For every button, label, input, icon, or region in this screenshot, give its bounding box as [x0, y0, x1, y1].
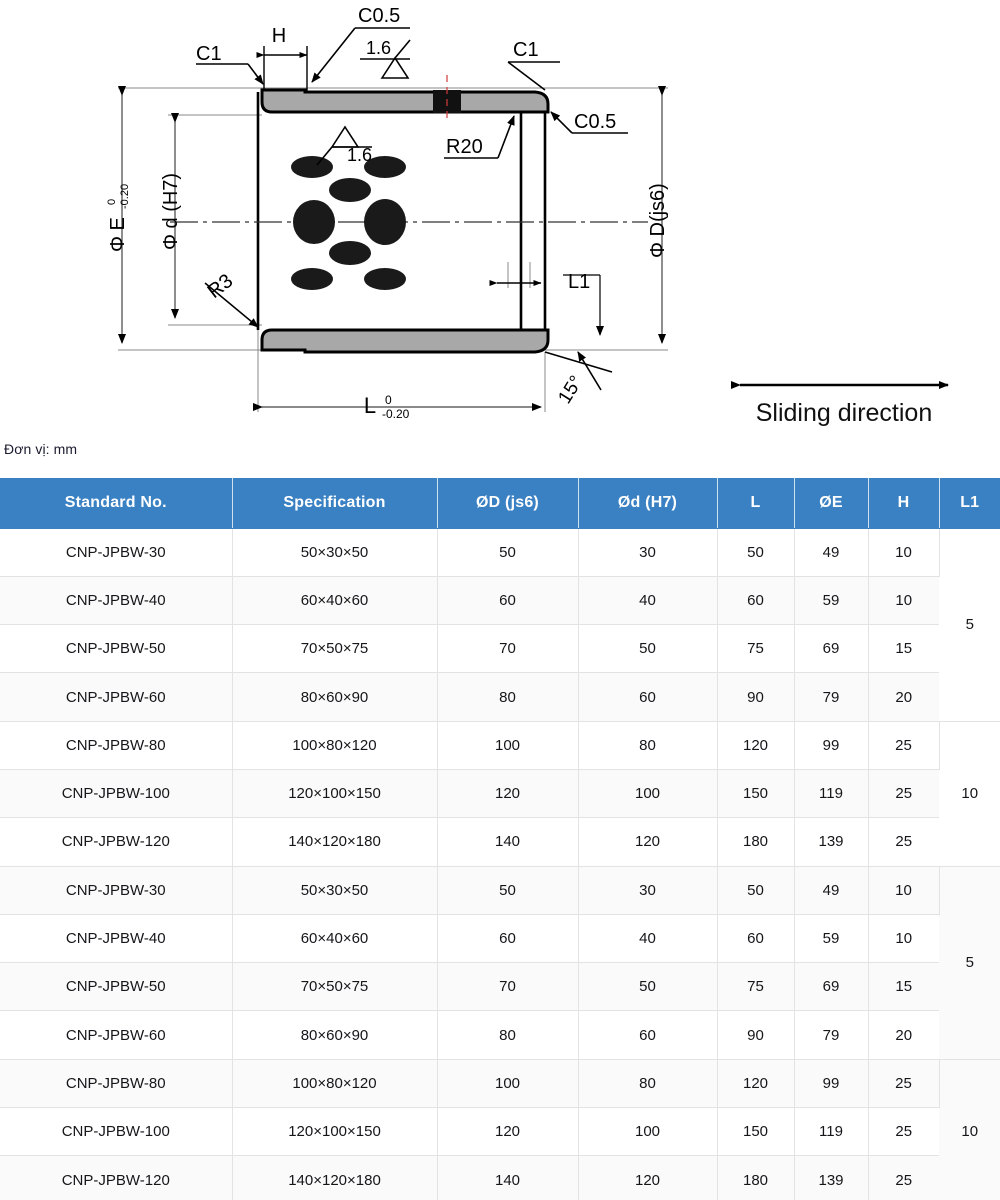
cell-oe: 119 — [794, 1108, 868, 1156]
table-row[interactable] — [0, 1059, 1000, 1107]
cell-d: 30 — [578, 866, 717, 914]
table-row[interactable] — [0, 818, 1000, 866]
cell-l1: 5 — [939, 866, 1000, 1059]
annotation-l-tol-upper: 0 — [385, 393, 392, 407]
cell-h: 25 — [868, 1108, 939, 1156]
cell-l: 75 — [717, 625, 794, 673]
cell-h: 10 — [868, 866, 939, 914]
table-row[interactable] — [0, 1108, 1000, 1156]
cell-h: 25 — [868, 769, 939, 817]
cell-oe: 139 — [794, 818, 868, 866]
annotation-l1: L1 — [568, 271, 591, 293]
col-header-oe[interactable]: ØE — [794, 478, 868, 528]
cell-specification: 80×60×90 — [232, 673, 437, 721]
cell-d: 60 — [578, 1011, 717, 1059]
cell-specification: 100×80×120 — [232, 1059, 437, 1107]
cell-od: 70 — [437, 625, 578, 673]
table-row[interactable] — [0, 528, 1000, 576]
col-header-h[interactable]: H — [868, 478, 939, 528]
cell-l1: 5 — [939, 528, 1000, 721]
annotation-c05-right: C0.5 — [574, 111, 617, 133]
cell-oe: 59 — [794, 914, 868, 962]
cell-d: 100 — [578, 1108, 717, 1156]
cell-d: 80 — [578, 721, 717, 769]
annotation-phi-e-tol-upper: 0 — [106, 198, 118, 205]
cell-standard-no: CNP-JPBW-80 — [0, 1059, 232, 1107]
cell-d: 100 — [578, 769, 717, 817]
cell-standard-no: CNP-JPBW-40 — [0, 576, 232, 624]
table-row[interactable] — [0, 866, 1000, 914]
cell-standard-no: CNP-JPBW-30 — [0, 528, 232, 576]
col-header-l1[interactable]: L1 — [939, 478, 1000, 528]
cell-oe: 99 — [794, 721, 868, 769]
cell-d: 40 — [578, 914, 717, 962]
cell-specification: 120×100×150 — [232, 1108, 437, 1156]
annotation-l-tol-lower: -0.20 — [382, 407, 410, 421]
col-header-od[interactable]: ØD (js6) — [437, 478, 578, 528]
cell-h: 10 — [868, 914, 939, 962]
annotation-phi-d-outer: Φ D(js6) — [647, 183, 669, 258]
sliding-direction-group — [740, 385, 948, 427]
table-row[interactable] — [0, 1156, 1000, 1200]
technical-drawing — [0, 0, 1000, 470]
annotation-c05-top: C0.5 — [358, 5, 401, 27]
cell-od: 100 — [437, 721, 578, 769]
cell-d: 50 — [578, 963, 717, 1011]
annotation-surface-inner: 1.6 — [347, 145, 373, 165]
col-header-specification[interactable]: Specification — [232, 478, 437, 528]
cell-specification: 50×30×50 — [232, 866, 437, 914]
cell-standard-no: CNP-JPBW-60 — [0, 1011, 232, 1059]
annotation-angle: 15° — [554, 372, 588, 408]
cell-l: 50 — [717, 866, 794, 914]
cell-specification: 140×120×180 — [232, 818, 437, 866]
table-row[interactable] — [0, 721, 1000, 769]
cell-standard-no: CNP-JPBW-120 — [0, 818, 232, 866]
specification-table — [0, 478, 1000, 1200]
annotation-phi-d: Φ d (H7) — [160, 172, 182, 250]
annotation-l: L — [363, 393, 377, 418]
cell-oe: 59 — [794, 576, 868, 624]
cell-od: 70 — [437, 963, 578, 1011]
cell-h: 25 — [868, 721, 939, 769]
cell-specification: 50×30×50 — [232, 528, 437, 576]
table-row[interactable] — [0, 673, 1000, 721]
cell-od: 50 — [437, 528, 578, 576]
cell-specification: 70×50×75 — [232, 963, 437, 1011]
annotation-c1-left: C1 — [196, 43, 222, 65]
col-header-l[interactable]: L — [717, 478, 794, 528]
cell-l: 60 — [717, 914, 794, 962]
col-header-standard-no[interactable]: Standard No. — [0, 478, 232, 528]
cell-d: 30 — [578, 528, 717, 576]
cell-specification: 60×40×60 — [232, 914, 437, 962]
table-row[interactable] — [0, 914, 1000, 962]
cell-l1: 10 — [939, 1059, 1000, 1200]
table-row[interactable] — [0, 625, 1000, 673]
cell-l: 50 — [717, 528, 794, 576]
cell-h: 25 — [868, 1156, 939, 1200]
cell-h: 15 — [868, 625, 939, 673]
cell-h: 15 — [868, 963, 939, 1011]
unit-note: Đơn vị: mm — [4, 441, 78, 457]
cell-standard-no: CNP-JPBW-120 — [0, 1156, 232, 1200]
cell-l: 90 — [717, 1011, 794, 1059]
cell-specification: 60×40×60 — [232, 576, 437, 624]
cell-h: 25 — [868, 1059, 939, 1107]
cell-oe: 119 — [794, 769, 868, 817]
cell-od: 100 — [437, 1059, 578, 1107]
cell-specification: 120×100×150 — [232, 769, 437, 817]
table-body — [0, 528, 1000, 1200]
cell-specification: 80×60×90 — [232, 1011, 437, 1059]
cell-od: 140 — [437, 818, 578, 866]
cell-standard-no: CNP-JPBW-80 — [0, 721, 232, 769]
cell-standard-no: CNP-JPBW-100 — [0, 769, 232, 817]
drawing-geometry — [118, 28, 668, 412]
table-header-row — [0, 478, 1000, 528]
cell-l: 120 — [717, 1059, 794, 1107]
cell-od: 80 — [437, 1011, 578, 1059]
cell-oe: 79 — [794, 1011, 868, 1059]
annotation-r3: R3 — [203, 269, 238, 303]
cell-d: 40 — [578, 576, 717, 624]
annotation-phi-e: Φ E — [107, 217, 129, 252]
cell-l: 90 — [717, 673, 794, 721]
cell-standard-no: CNP-JPBW-40 — [0, 914, 232, 962]
cell-od: 50 — [437, 866, 578, 914]
table-row[interactable] — [0, 1011, 1000, 1059]
cell-d: 50 — [578, 625, 717, 673]
table-row[interactable] — [0, 963, 1000, 1011]
cell-h: 20 — [868, 1011, 939, 1059]
cell-l1: 10 — [939, 721, 1000, 866]
cell-l: 75 — [717, 963, 794, 1011]
cell-oe: 79 — [794, 673, 868, 721]
cell-h: 10 — [868, 528, 939, 576]
cell-od: 140 — [437, 1156, 578, 1200]
cell-od: 60 — [437, 914, 578, 962]
cell-oe: 69 — [794, 963, 868, 1011]
cell-d: 120 — [578, 818, 717, 866]
cell-oe: 49 — [794, 528, 868, 576]
cell-od: 80 — [437, 673, 578, 721]
annotation-surface-top: 1.6 — [366, 38, 392, 58]
table-row[interactable] — [0, 769, 1000, 817]
annotation-c1-right: C1 — [513, 39, 539, 61]
cell-l: 60 — [717, 576, 794, 624]
cell-h: 10 — [868, 576, 939, 624]
cell-l: 180 — [717, 1156, 794, 1200]
cell-od: 60 — [437, 576, 578, 624]
cell-l: 150 — [717, 1108, 794, 1156]
cell-d: 80 — [578, 1059, 717, 1107]
cell-standard-no: CNP-JPBW-60 — [0, 673, 232, 721]
cell-d: 60 — [578, 673, 717, 721]
cell-standard-no: CNP-JPBW-50 — [0, 625, 232, 673]
cell-h: 20 — [868, 673, 939, 721]
cell-h: 25 — [868, 818, 939, 866]
col-header-d[interactable]: Ød (H7) — [578, 478, 717, 528]
cell-oe: 99 — [794, 1059, 868, 1107]
cell-d: 120 — [578, 1156, 717, 1200]
cell-specification: 70×50×75 — [232, 625, 437, 673]
annotation-r20: R20 — [446, 136, 483, 158]
cell-oe: 139 — [794, 1156, 868, 1200]
cell-specification: 140×120×180 — [232, 1156, 437, 1200]
cell-specification: 100×80×120 — [232, 721, 437, 769]
table-row[interactable] — [0, 576, 1000, 624]
cell-oe: 69 — [794, 625, 868, 673]
annotation-h: H — [271, 25, 287, 47]
hole-pattern — [291, 156, 406, 290]
cell-standard-no: CNP-JPBW-30 — [0, 866, 232, 914]
cell-od: 120 — [437, 1108, 578, 1156]
annotation-phi-e-tol-lower: -0.20 — [119, 183, 131, 209]
cell-standard-no: CNP-JPBW-100 — [0, 1108, 232, 1156]
sliding-direction-label: Sliding direction — [755, 399, 933, 427]
cell-l: 120 — [717, 721, 794, 769]
cell-l: 150 — [717, 769, 794, 817]
cell-standard-no: CNP-JPBW-50 — [0, 963, 232, 1011]
cell-l: 180 — [717, 818, 794, 866]
cell-od: 120 — [437, 769, 578, 817]
cell-oe: 49 — [794, 866, 868, 914]
